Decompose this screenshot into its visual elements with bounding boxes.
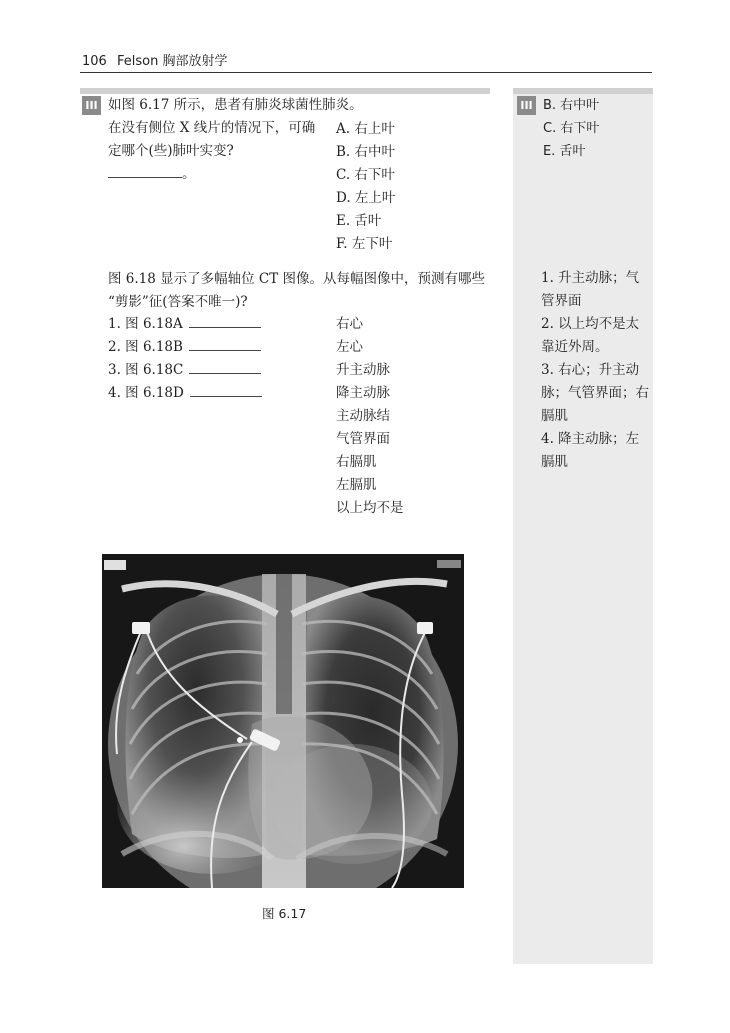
q2-item-label: 1. 图 6.18A — [108, 316, 183, 332]
answer-level-marker: III — [517, 96, 536, 115]
q1-answer-line[interactable] — [108, 165, 196, 183]
chest-xray-image — [102, 554, 464, 888]
q2-option: 降主动脉 — [336, 385, 390, 401]
q1-option: C. 右下叶 — [336, 167, 395, 183]
q1-option: A. 右上叶 — [336, 121, 395, 137]
q1-stem-line2: 在没有侧位 X 线片的情况下，可确 — [108, 120, 316, 136]
answer-panel — [513, 88, 653, 964]
q2-items — [108, 313, 262, 405]
answer-blank[interactable] — [189, 361, 261, 374]
q2-options — [336, 313, 404, 520]
q2-stem — [108, 268, 485, 314]
figure-caption: 图 6.17 — [262, 906, 307, 921]
q2-option: 以上均不是 — [336, 500, 404, 516]
q2-answers — [541, 267, 649, 474]
q1-answer-suffix: 。 — [182, 166, 196, 182]
q2-answer-item: 1. 升主动脉；气管界面 — [541, 270, 640, 309]
q2-option: 左心 — [336, 339, 363, 355]
q2-option: 气管界面 — [336, 431, 390, 447]
q2-item-label: 2. 图 6.18B — [108, 339, 183, 355]
q1-stem-line3: 定哪个(些)肺叶实变? — [108, 143, 234, 159]
q2-item — [108, 382, 262, 405]
q2-answer-item: 2. 以上均不是太靠近外周。 — [541, 316, 640, 355]
answer-blank[interactable] — [190, 384, 262, 397]
q2-option: 主动脉结 — [336, 408, 390, 424]
q1-stem-line1: 如图 6.17 所示，患者有肺炎球菌性肺炎。 — [108, 97, 363, 113]
q2-stem-line1: 图 6.18 显示了多幅轴位 CT 图像。从每幅图像中，预测有哪些 — [108, 271, 486, 287]
q2-option: 升主动脉 — [336, 362, 390, 378]
q2-item — [108, 313, 262, 336]
answer-blank[interactable] — [108, 165, 182, 178]
q2-item-label: 4. 图 6.18D — [108, 385, 184, 401]
q2-option: 右心 — [336, 316, 363, 332]
q1-option: B. 右中叶 — [336, 144, 396, 160]
q1-answer-item: E. 舌叶 — [543, 144, 586, 159]
q1-option: E. 舌叶 — [336, 213, 382, 229]
q1-option: F. 左下叶 — [336, 236, 393, 252]
page-number: 106 — [82, 54, 107, 69]
q2-option: 左膈肌 — [336, 477, 377, 493]
q2-answer-item: 3. 右心；升主动脉；气管界面；右膈肌 — [541, 362, 649, 424]
answer-blank[interactable] — [189, 315, 261, 328]
answer-blank[interactable] — [189, 338, 261, 351]
q2-stem-line2: “剪影”征(答案不唯一)? — [108, 294, 248, 310]
q2-item — [108, 359, 262, 382]
q2-answer-item: 4. 降主动脉；左膈肌 — [541, 431, 640, 470]
header-rule — [80, 72, 652, 73]
q2-item-label: 3. 图 6.18C — [108, 362, 184, 378]
q1-options — [336, 118, 395, 256]
q1-answers — [543, 94, 599, 163]
running-header — [82, 50, 227, 69]
question-level-marker: III — [82, 96, 101, 115]
q1-option: D. 左上叶 — [336, 190, 396, 206]
q2-item — [108, 336, 262, 359]
question-bar — [80, 88, 490, 94]
book-title: Felson 胸部放射学 — [116, 54, 228, 69]
q2-option: 右膈肌 — [336, 454, 377, 470]
q1-answer-item: C. 右下叶 — [543, 121, 600, 136]
q1-answer-item: B. 右中叶 — [543, 98, 600, 113]
